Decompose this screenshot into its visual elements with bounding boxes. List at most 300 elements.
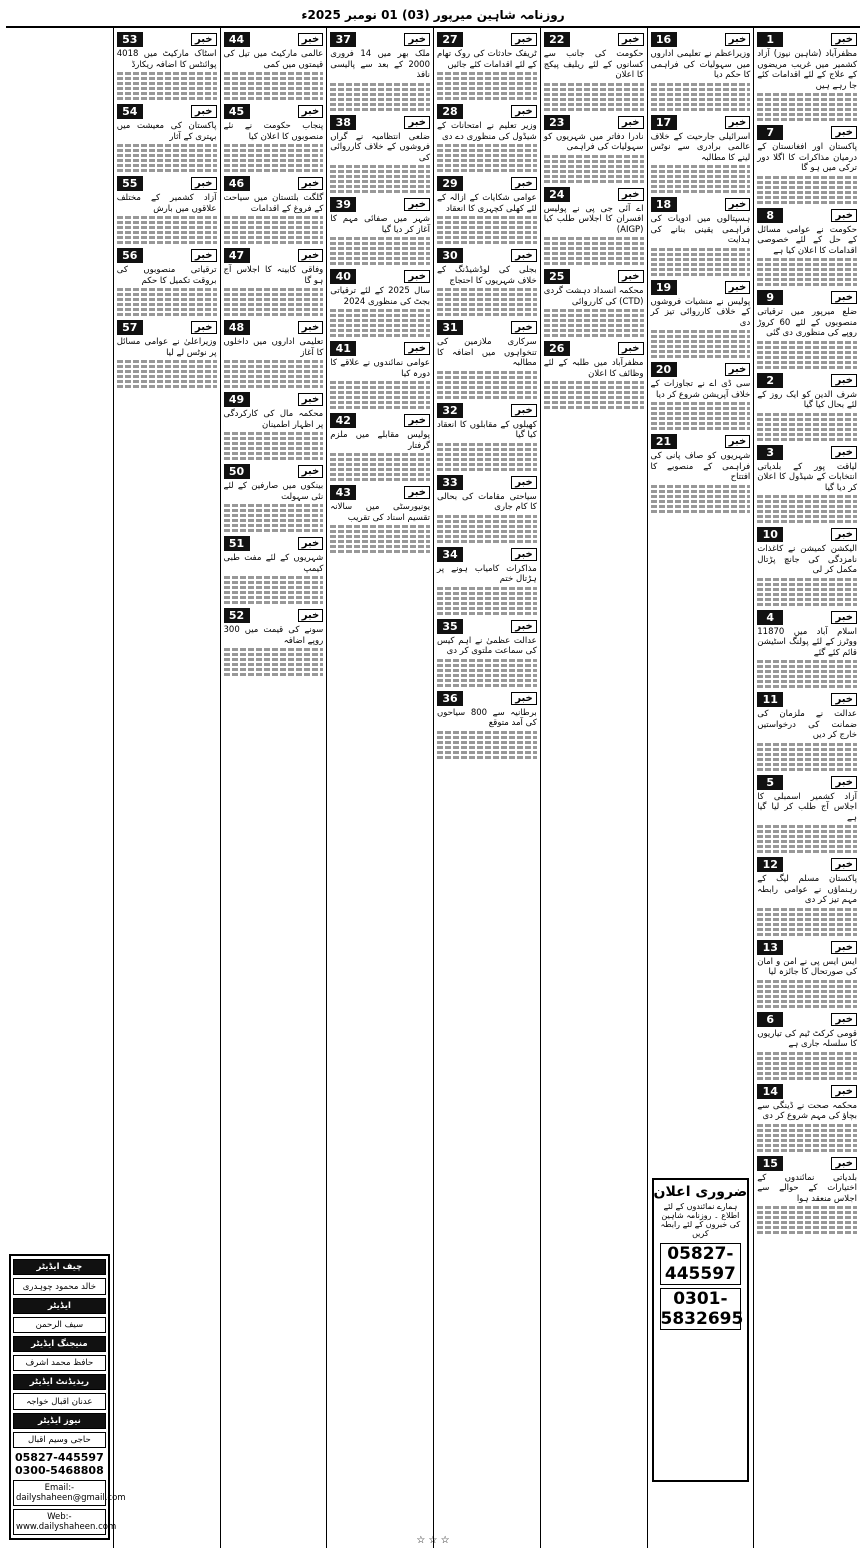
news-item-header	[224, 464, 324, 479]
news-item	[437, 547, 537, 615]
news-item-text: تعلیمی اداروں میں داخلوں کا آغاز	[223, 337, 324, 358]
text-line	[757, 908, 857, 911]
news-item-text: مظفرآباد (شاہین نیوز) آزاد کشمیر میں غریب مریضوں کے علاج کے لئے اقدامات کئے جا رہے ہیں	[757, 49, 857, 91]
news-item-text: پنجاب حکومت نے نئے منصوبوں کا اعلان کیا	[223, 121, 324, 142]
news-item	[330, 413, 430, 481]
news-item	[224, 320, 324, 388]
news-item-label: خبر	[511, 33, 537, 46]
text-line	[757, 181, 857, 184]
news-item-text: عدالت عظمیٰ نے اہم کیس کی سماعت ملتوی کر دی	[437, 635, 537, 656]
news-item-number: 47	[224, 248, 250, 263]
text-line	[224, 288, 324, 291]
text-line	[330, 396, 430, 399]
text-line	[437, 381, 537, 384]
news-item-text: وزیراعظم نے تعلیمی اداروں میں سہولیات کی فراہمی کا حکم دیا	[650, 49, 751, 80]
news-item-header	[224, 248, 324, 263]
news-item-header	[224, 320, 324, 335]
news-item-header	[437, 320, 537, 335]
news-item-label: خبر	[618, 342, 644, 355]
text-line	[544, 386, 644, 389]
news-item-number: 40	[330, 269, 356, 284]
text-line	[437, 674, 537, 677]
text-line	[437, 448, 537, 451]
text-line	[437, 592, 537, 595]
text-line	[117, 169, 217, 172]
text-line	[757, 356, 857, 359]
text-line	[544, 334, 644, 337]
text-line	[224, 519, 324, 522]
text-line	[117, 149, 217, 152]
text-line	[757, 670, 857, 673]
text-line	[437, 607, 537, 610]
text-line	[757, 98, 857, 101]
news-item-label: خبر	[404, 198, 430, 211]
text-line	[437, 391, 537, 394]
text-line	[544, 319, 644, 322]
news-item-number: 15	[757, 1156, 783, 1171]
text-line	[224, 581, 324, 584]
text-line	[757, 918, 857, 921]
text-line	[544, 170, 644, 173]
text-line	[651, 500, 751, 503]
news-item-number: 6	[757, 1012, 783, 1027]
text-line	[437, 72, 537, 75]
news-item-number: 18	[651, 197, 677, 212]
news-item	[437, 176, 537, 244]
text-line	[651, 180, 751, 183]
text-line	[651, 185, 751, 188]
news-item-text: حکومت نے عوامی مسائل کے حل کے لئے خصوصی اقدامات کا اعلان کیا ہے	[757, 224, 857, 256]
news-item-number: 44	[224, 32, 250, 47]
text-line	[757, 995, 857, 998]
news-item-text: وزیراعلیٰ نے عوامی مسائل پر نوٹس لے لیا	[116, 337, 217, 358]
text-line	[651, 345, 751, 348]
text-line	[757, 660, 857, 663]
text-line	[757, 763, 857, 766]
text-line	[224, 586, 324, 589]
news-item-text: محکمہ انسداد دہشت گردی (CTD) کی کارروائی	[543, 286, 644, 307]
text-line	[437, 376, 537, 379]
news-item-header	[757, 1084, 857, 1099]
news-item-text: عوامی شکایات کے ازالہ کے لئے کھلی کچہری کا انعقاد	[437, 193, 537, 214]
text-line	[437, 149, 537, 152]
news-item-text: ملک بھر میں 14 فروری 2000 کے بعد سے پالیسی نافذ	[330, 49, 430, 80]
text-line	[224, 231, 324, 234]
news-item-number: 26	[544, 341, 570, 356]
news-item	[224, 536, 324, 604]
news-item-number: 32	[437, 403, 463, 418]
news-item-label: خبر	[831, 33, 857, 46]
news-item	[757, 1156, 857, 1235]
news-item-number: 20	[651, 362, 677, 377]
text-line	[437, 535, 537, 538]
news-item-number: 53	[117, 32, 143, 47]
text-line	[224, 236, 324, 239]
news-item-text: محکمہ صحت نے ڈینگی سے بچاؤ کی مہم شروع کر دی	[757, 1100, 857, 1121]
text-line	[757, 1129, 857, 1132]
news-item-number: 23	[544, 115, 570, 130]
news-item	[757, 775, 857, 854]
credits-phone-1: 05827-445597	[14, 1451, 104, 1464]
text-line	[330, 324, 430, 327]
news-item-text: وفاقی کابینہ کا اجلاس آج ہو گا	[223, 265, 324, 286]
text-line	[224, 159, 324, 162]
text-line	[224, 509, 324, 512]
text-line	[437, 463, 537, 466]
news-item-text: اسلام آباد میں 11870 ووٹرز کے لئے پولنگ اسٹیشن قائم کئے گئے	[757, 626, 857, 658]
text-line	[651, 258, 751, 261]
news-item-label: خبر	[831, 858, 857, 871]
text-line	[544, 329, 644, 332]
text-line	[757, 258, 857, 261]
text-line	[544, 391, 644, 394]
column-5	[326, 28, 433, 1548]
news-item-text: یونیورسٹی میں سالانہ تقسیم اسناد کی تقریب	[330, 502, 430, 523]
text-line	[330, 98, 430, 101]
credits-email[interactable]: Email:-dailyshaheen@gmail.com	[13, 1480, 106, 1506]
text-line	[757, 361, 857, 364]
text-line	[224, 658, 324, 661]
text-line	[757, 433, 857, 436]
news-item-label: خبر	[298, 249, 324, 262]
text-line	[224, 164, 324, 167]
text-line	[437, 87, 537, 90]
news-item-number: 55	[117, 176, 143, 191]
column-8	[6, 28, 126, 1548]
column-3	[540, 28, 647, 1548]
news-item-header	[224, 608, 324, 623]
news-item-label: خبر	[191, 105, 217, 118]
text-line	[651, 268, 751, 271]
text-line	[224, 77, 324, 80]
text-line	[330, 108, 430, 111]
text-line	[757, 1231, 857, 1234]
text-line	[330, 468, 430, 471]
text-line	[757, 510, 857, 513]
text-line	[651, 83, 751, 86]
text-line	[330, 329, 430, 332]
news-item-number: 39	[330, 197, 356, 212]
news-item	[757, 373, 857, 441]
credits-web[interactable]: Web:-www.dailyshaheen.com	[13, 1509, 106, 1535]
news-item-label: خبر	[298, 321, 324, 334]
news-item-header	[437, 691, 537, 706]
chief-editor-label: چیف ایڈیٹر	[13, 1259, 106, 1275]
text-line	[437, 736, 537, 739]
important-notice-ad	[652, 1178, 750, 1482]
text-line	[224, 97, 324, 100]
resident-editor-label: ریذیڈنٹ ایڈیٹر	[13, 1374, 106, 1390]
text-line	[437, 164, 537, 167]
text-line	[224, 226, 324, 229]
text-line	[757, 845, 857, 848]
news-item-header	[757, 1156, 857, 1171]
text-line	[757, 1072, 857, 1075]
news-item-text: عالمی مارکیٹ میں تیل کی قیمتوں میں کمی	[223, 49, 324, 70]
text-line	[330, 545, 430, 548]
text-line	[330, 237, 430, 240]
news-item	[757, 208, 857, 287]
text-line	[437, 154, 537, 157]
text-line	[757, 758, 857, 761]
text-line	[437, 756, 537, 759]
masthead-date-line: روزنامہ شاہین میرپور (03) 01 نومبر 2025ء	[6, 4, 860, 28]
news-editor-name: حاجی وسیم اقبال	[13, 1432, 106, 1448]
text-line	[330, 180, 430, 183]
text-line	[437, 443, 537, 446]
news-item	[117, 320, 217, 388]
text-line	[757, 273, 857, 276]
text-line	[757, 1206, 857, 1209]
news-item-header	[651, 197, 751, 212]
text-line	[224, 241, 324, 244]
text-line	[330, 103, 430, 106]
text-line	[757, 520, 857, 523]
text-line	[330, 83, 430, 86]
text-line	[757, 93, 857, 96]
text-line	[757, 346, 857, 349]
text-line	[651, 402, 751, 405]
text-line	[651, 103, 751, 106]
text-line	[437, 396, 537, 399]
text-line	[437, 241, 537, 244]
credits-phone-2: 0300-5468808	[14, 1464, 104, 1477]
text-line	[757, 351, 857, 354]
text-line	[437, 313, 537, 316]
news-item-header	[757, 125, 857, 140]
news-item-number: 57	[117, 320, 143, 335]
news-item-number: 28	[437, 104, 463, 119]
text-line	[757, 685, 857, 688]
news-item-label: خبر	[511, 620, 537, 633]
text-line	[757, 588, 857, 591]
text-line	[757, 1005, 857, 1008]
text-line	[224, 385, 324, 388]
news-item-number: 30	[437, 248, 463, 263]
column-4	[433, 28, 540, 1548]
news-item-header	[651, 434, 751, 449]
news-item-text: وزیر تعلیم نے امتحانات کے شیڈول کی منظوری دے دی	[437, 121, 537, 142]
text-line	[117, 236, 217, 239]
news-item-label: خبر	[511, 321, 537, 334]
news-item-text: لیاقت پور کے بلدیاتی انتخابات کے شیڈول کا اعلان کر دیا گیا	[757, 461, 857, 493]
news-item-text: بجلی کی لوڈشیڈنگ کے خلاف شہریوں کا احتجاج	[437, 265, 537, 286]
text-line	[330, 319, 430, 322]
news-item-header	[330, 197, 430, 212]
text-line	[330, 535, 430, 538]
text-line	[224, 298, 324, 301]
text-line	[224, 437, 324, 440]
news-item-header	[757, 208, 857, 223]
text-line	[117, 370, 217, 373]
news-item	[117, 32, 217, 100]
text-line	[117, 298, 217, 301]
news-item-text: کھیلوں کے مقابلوں کا انعقاد کیا گیا	[437, 419, 537, 440]
news-item-label: خبر	[831, 1085, 857, 1098]
text-line	[544, 165, 644, 168]
news-item-header	[117, 104, 217, 119]
text-line	[437, 530, 537, 533]
text-line	[757, 428, 857, 431]
news-item	[651, 434, 751, 513]
managing-editor-name: حافظ محمد اشرف	[13, 1355, 106, 1371]
text-line	[224, 648, 324, 651]
text-line	[117, 87, 217, 90]
text-line	[117, 97, 217, 100]
news-item-number: 14	[757, 1084, 783, 1099]
text-line	[330, 525, 430, 528]
news-item-label: خبر	[511, 177, 537, 190]
news-item-header	[544, 269, 644, 284]
text-line	[757, 933, 857, 936]
news-item-text: سیاحتی مقامات کی بحالی کا کام جاری	[437, 491, 537, 512]
text-line	[544, 252, 644, 255]
text-line	[544, 155, 644, 158]
text-line	[224, 92, 324, 95]
text-line	[224, 596, 324, 599]
news-item	[651, 362, 751, 430]
text-line	[437, 216, 537, 219]
news-item-number: 25	[544, 269, 570, 284]
news-item-number: 4	[757, 610, 783, 625]
text-line	[224, 447, 324, 450]
news-item	[437, 403, 537, 471]
news-item-label: خبر	[831, 776, 857, 789]
news-item	[117, 248, 217, 316]
text-line	[330, 165, 430, 168]
text-line	[224, 360, 324, 363]
text-line	[651, 248, 751, 251]
news-item-label: خبر	[404, 486, 430, 499]
text-line	[117, 375, 217, 378]
text-line	[544, 381, 644, 384]
news-item-label: خبر	[404, 33, 430, 46]
text-line	[437, 540, 537, 543]
text-line	[757, 495, 857, 498]
text-line	[757, 830, 857, 833]
text-line	[437, 746, 537, 749]
news-item	[757, 857, 857, 936]
text-line	[437, 751, 537, 754]
text-line	[757, 423, 857, 426]
text-line	[224, 293, 324, 296]
text-line	[224, 514, 324, 517]
text-line	[224, 524, 324, 527]
news-item-number: 22	[544, 32, 570, 47]
news-item-header	[330, 485, 430, 500]
text-line	[224, 149, 324, 152]
text-line	[757, 980, 857, 983]
text-line	[757, 850, 857, 853]
news-item-number: 13	[757, 940, 783, 955]
news-item-number: 9	[757, 290, 783, 305]
text-line	[651, 490, 751, 493]
news-item-number: 46	[224, 176, 250, 191]
news-item	[224, 464, 324, 532]
text-line	[757, 505, 857, 508]
text-line	[544, 242, 644, 245]
text-line	[437, 612, 537, 615]
text-line	[117, 303, 217, 306]
news-item-label: خبر	[298, 537, 324, 550]
text-line	[437, 520, 537, 523]
text-line	[651, 510, 751, 513]
text-line	[117, 159, 217, 162]
text-line	[757, 418, 857, 421]
text-line	[757, 1077, 857, 1080]
text-line	[757, 1216, 857, 1219]
news-item-header	[757, 527, 857, 542]
text-line	[651, 88, 751, 91]
text-line	[224, 375, 324, 378]
text-line	[757, 928, 857, 931]
news-item	[757, 940, 857, 1008]
news-item-label: خبر	[298, 393, 324, 406]
news-item	[437, 691, 537, 759]
text-line	[117, 308, 217, 311]
news-item-text: پاکستان مسلم لیگ کے رہنماؤں نے عوامی رابطہ مہم تیز کر دی	[757, 874, 857, 905]
news-item-label: خبر	[725, 281, 751, 294]
news-item-label: خبر	[511, 548, 537, 561]
news-item-number: 21	[651, 434, 677, 449]
news-item	[224, 176, 324, 244]
text-line	[757, 413, 857, 416]
text-line	[544, 103, 644, 106]
text-line	[224, 216, 324, 219]
news-item-header	[330, 32, 430, 47]
text-line	[651, 355, 751, 358]
news-item-number: 41	[330, 341, 356, 356]
text-line	[330, 381, 430, 384]
text-line	[330, 550, 430, 553]
text-line	[224, 72, 324, 75]
news-item-text: الیکشن کمیشن نے کاغذات نامزدگی کی جانچ پڑتال مکمل کر لی	[757, 544, 857, 575]
text-line	[437, 597, 537, 600]
news-item-label: خبر	[725, 363, 751, 376]
news-item	[757, 125, 857, 204]
news-item	[544, 341, 644, 409]
news-item-header	[651, 362, 751, 377]
text-line	[651, 495, 751, 498]
text-line	[330, 406, 430, 409]
news-item-text: اسرائیلی جارحیت کے خلاف عالمی برادری سے نوٹس لینے کا مطالبہ	[650, 131, 751, 163]
text-line	[224, 432, 324, 435]
news-item-header	[544, 187, 644, 202]
news-item-number: 51	[224, 536, 250, 551]
text-line	[544, 83, 644, 86]
text-line	[651, 422, 751, 425]
editor-name: سیف الرحمن	[13, 1317, 106, 1333]
news-item-header	[544, 115, 644, 130]
news-item-header	[330, 115, 430, 130]
news-item-number: 29	[437, 176, 463, 191]
text-line	[330, 257, 430, 260]
news-item-label: خبر	[404, 414, 430, 427]
text-line	[544, 108, 644, 111]
text-line	[757, 186, 857, 189]
text-line	[651, 98, 751, 101]
text-line	[651, 330, 751, 333]
text-line	[757, 176, 857, 179]
news-item	[544, 115, 644, 183]
news-item	[437, 32, 537, 100]
text-line	[224, 144, 324, 147]
text-line	[437, 371, 537, 374]
news-item-label: خبر	[618, 33, 644, 46]
text-line	[757, 743, 857, 746]
news-item-label: خبر	[618, 270, 644, 283]
news-item-text: اے آئی جی پی نے پولیس افسران کا اجلاس طلب کیا (AIGP)	[543, 203, 644, 235]
